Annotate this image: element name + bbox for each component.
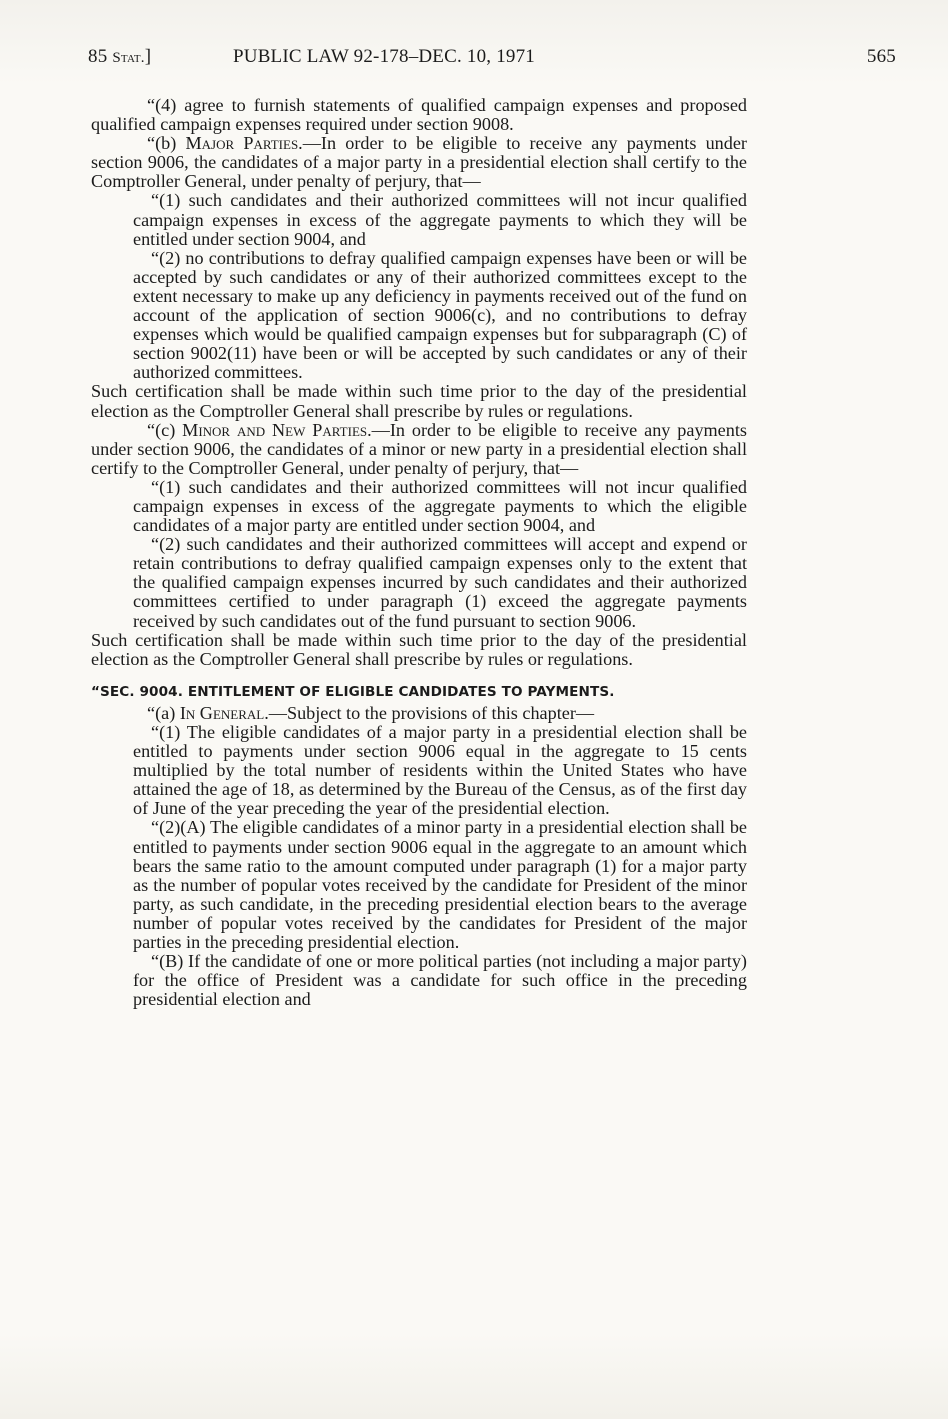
paragraph: “(1) such candidates and their authorized committees will not incur qualified campaign expenses in excess of the aggregate payments to which they will be entitled under section 9004, and (133, 190, 747, 249)
paragraph (91, 421, 747, 478)
paragraph: Such certification shall be made within such time prior to the day of the presidential election as the Comptroller General shall prescribe by rules or regulations. (91, 381, 747, 421)
subsection-heading: In General. (179, 702, 269, 723)
subsection-heading: Major Parties. (185, 133, 303, 154)
statute-volume: 85 (88, 46, 108, 67)
paragraph: “(4) agree to furnish statements of qualified campaign expenses and proposed qualified campaign expenses required under section 9008. (91, 95, 747, 135)
paragraph-prefix: “(b) (147, 133, 186, 154)
subsection-heading: Minor and New Parties. (182, 419, 372, 440)
page-number: 565 (866, 46, 896, 67)
paragraph-text: —Subject to the provisions of this chapter— (268, 702, 595, 723)
paragraph: “(2)(A) The eligible candidates of a minor party in a presidential election shall be entitled to payments under section 9006 equal in the aggregate to an amount which bears the same ratio to the amount computed under paragraph (1) for a major party as the number of popular votes received by the candidate for President of the minor party, as such candidate, in the preceding presidential election bears to the average number of popular votes received by the candidates for President of the major parties in the preceding presidential election. (133, 817, 747, 953)
paragraph: Such certification shall be made within such time prior to the day of the presidential election as the Comptroller General shall prescribe by rules or regulations. (91, 629, 747, 669)
paragraph-text: —In order to be eligible to receive any payments under section 9006, the candidates of a minor or new party in a presidential election shall certify to the Comptroller General, under penalty of perjury, that— (91, 419, 747, 478)
statute-label: Stat. (112, 50, 145, 66)
statute-bracket: ] (144, 46, 152, 67)
paragraph (91, 704, 747, 723)
statute-citation (88, 46, 151, 68)
statute-text (91, 96, 747, 1009)
paragraph: “(1) such candidates and their authorized committees will not incur qualified campaign expenses in excess of the aggregate payments to which the eligible candidates of a major party are entitled under section 9004, and (133, 476, 747, 536)
section-heading: “SEC. 9004. ENTITLEMENT OF ELIGIBLE CANDIDATES TO PAYMENTS. (91, 683, 615, 700)
paragraph-text: —In order to be eligible to receive any payments under section 9006, the candidates of a major party in a presidential election shall certify to the Comptroller General, under penalty of perjury, that— (91, 133, 747, 192)
paragraph: “(2) such candidates and their authorized committees will accept and expend or retain contributions to defray qualified campaign expenses only to the extent that the qualified campaign expenses incurred by such candidates and their authorized committees certified to under paragraph (1) exceed the aggregate payments received by such candidates out of the fund pursuant to section 9006. (133, 534, 747, 631)
paragraph-prefix: “(c) (147, 419, 183, 440)
paragraph: “(2) no contributions to defray qualified campaign expenses have been or will be accepted by such candidates or any of their authorized committees except to the extent necessary to make up any deficiency in payments received out of the fund on account of the application of section 9006(c), and no contributions to defray expenses which would be qualified campaign expenses but for subparagraph (C) of section 9002(11) have been or will be accepted by such candidates or any of their authorized committees. (133, 247, 747, 383)
paragraph (91, 134, 747, 191)
paragraph: “(B) If the candidate of one or more political parties (not including a major party) for the office of President was a candidate for such office in the preceding presidential election and (133, 951, 747, 1010)
running-header (88, 46, 896, 72)
law-title: PUBLIC LAW 92-178–DEC. 10, 1971 (233, 46, 535, 67)
paragraph-prefix: “(a) (147, 702, 180, 723)
paragraph: “(1) The eligible candidates of a major party in a presidential election shall be entitled to payments under section 9006 equal in the aggregate to 15 cents multiplied by the total number of residents within the United States who have attained the age of 18, as determined by the Bureau of the Census, as of the first day of June of the year preceding the year of the presidential election. (133, 722, 747, 819)
